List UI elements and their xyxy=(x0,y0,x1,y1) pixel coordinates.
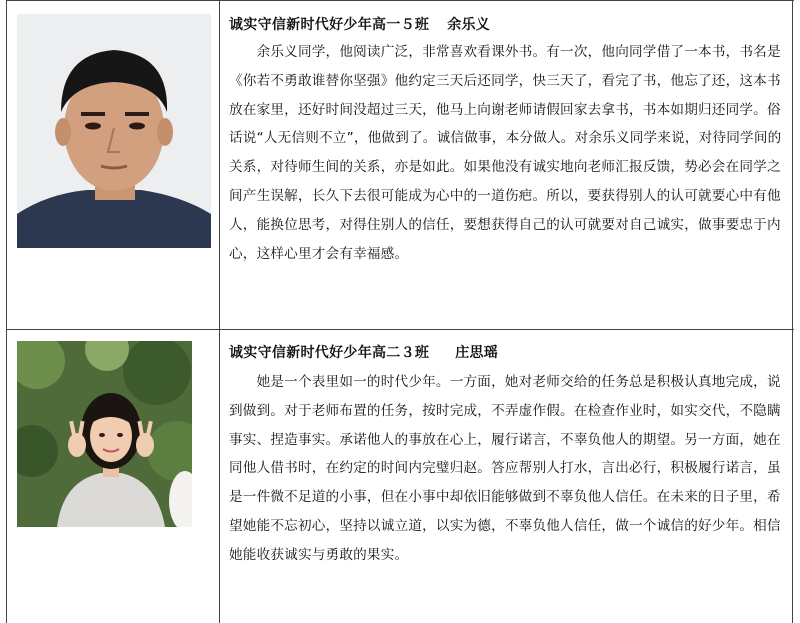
entry-description: 她是一个表里如一的时代少年。一方面，她对老师交给的任务总是积极认真地完成，说到做到。对于老师布置的任务，按时完成，不弄虚作假。在检查作业时，如实交代，不隐瞒事实、捏造事实。承诺他人的事放在心上，履行诺言，不辜负他人的期望。另一方面，她在同他人借书时，在约定的时间内完璧归赵。答应帮别人打水，言出必行，积极履行诺言，虽是一件微不足道的小事，但在小事中却依旧能够做到不辜负他人信任。在未来的日子里，希望她能不忘初心，坚持以诚立道，以实为德，不辜负他人信任，做一个诚信的好少年。相信她能收获诚实与勇敢的果实。 xyxy=(229,374,781,563)
table-row-1-photo-cell xyxy=(7,0,218,329)
portrait-image xyxy=(17,341,192,527)
table-row-2-text-cell xyxy=(220,330,792,623)
entry-title xyxy=(229,342,498,362)
class-info: 诚实守信新时代好少年高一５班 xyxy=(229,17,430,33)
class-info: 诚实守信新时代好少年高二３班 xyxy=(229,345,430,361)
student-name: 庄思瑶 xyxy=(455,345,499,361)
portrait-image xyxy=(17,14,211,248)
entry-title xyxy=(229,14,490,34)
student-photo-girl xyxy=(17,341,192,527)
table-row-1-text-cell xyxy=(220,0,792,329)
student-photo-boy xyxy=(17,14,211,248)
entry-description: 余乐义同学，他阅读广泛，非常喜欢看课外书。有一次，他向同学借了一本书，书名是《你若不勇敢谁替你坚强》他约定三天后还同学，快三天了，看完了书，他忘了还，这本书放在家里，还好时间没超过三天，他马上向谢老师请假回家去拿书，书本如期归还同学。俗话说“人无信则不立”，他做到了。诚信做事，本分做人。对余乐义同学来说，对待同学间的关系，对待师生间的关系，亦是如此。如果他没有诚实地向老师汇报反馈，势必会在同学之间产生误解，长久下去很可能成为心中的一道伤疤。所以，要获得别人的认可就要心中有他人，能换位思考，对得住别人的信任，要想获得自己的认可就要对自己诚实，做事要忠于内心，这样心里才会有幸福感。 xyxy=(229,44,782,262)
table-row-2-photo-cell xyxy=(7,330,218,623)
student-name: 余乐义 xyxy=(447,17,491,33)
table-right-border xyxy=(792,0,793,623)
